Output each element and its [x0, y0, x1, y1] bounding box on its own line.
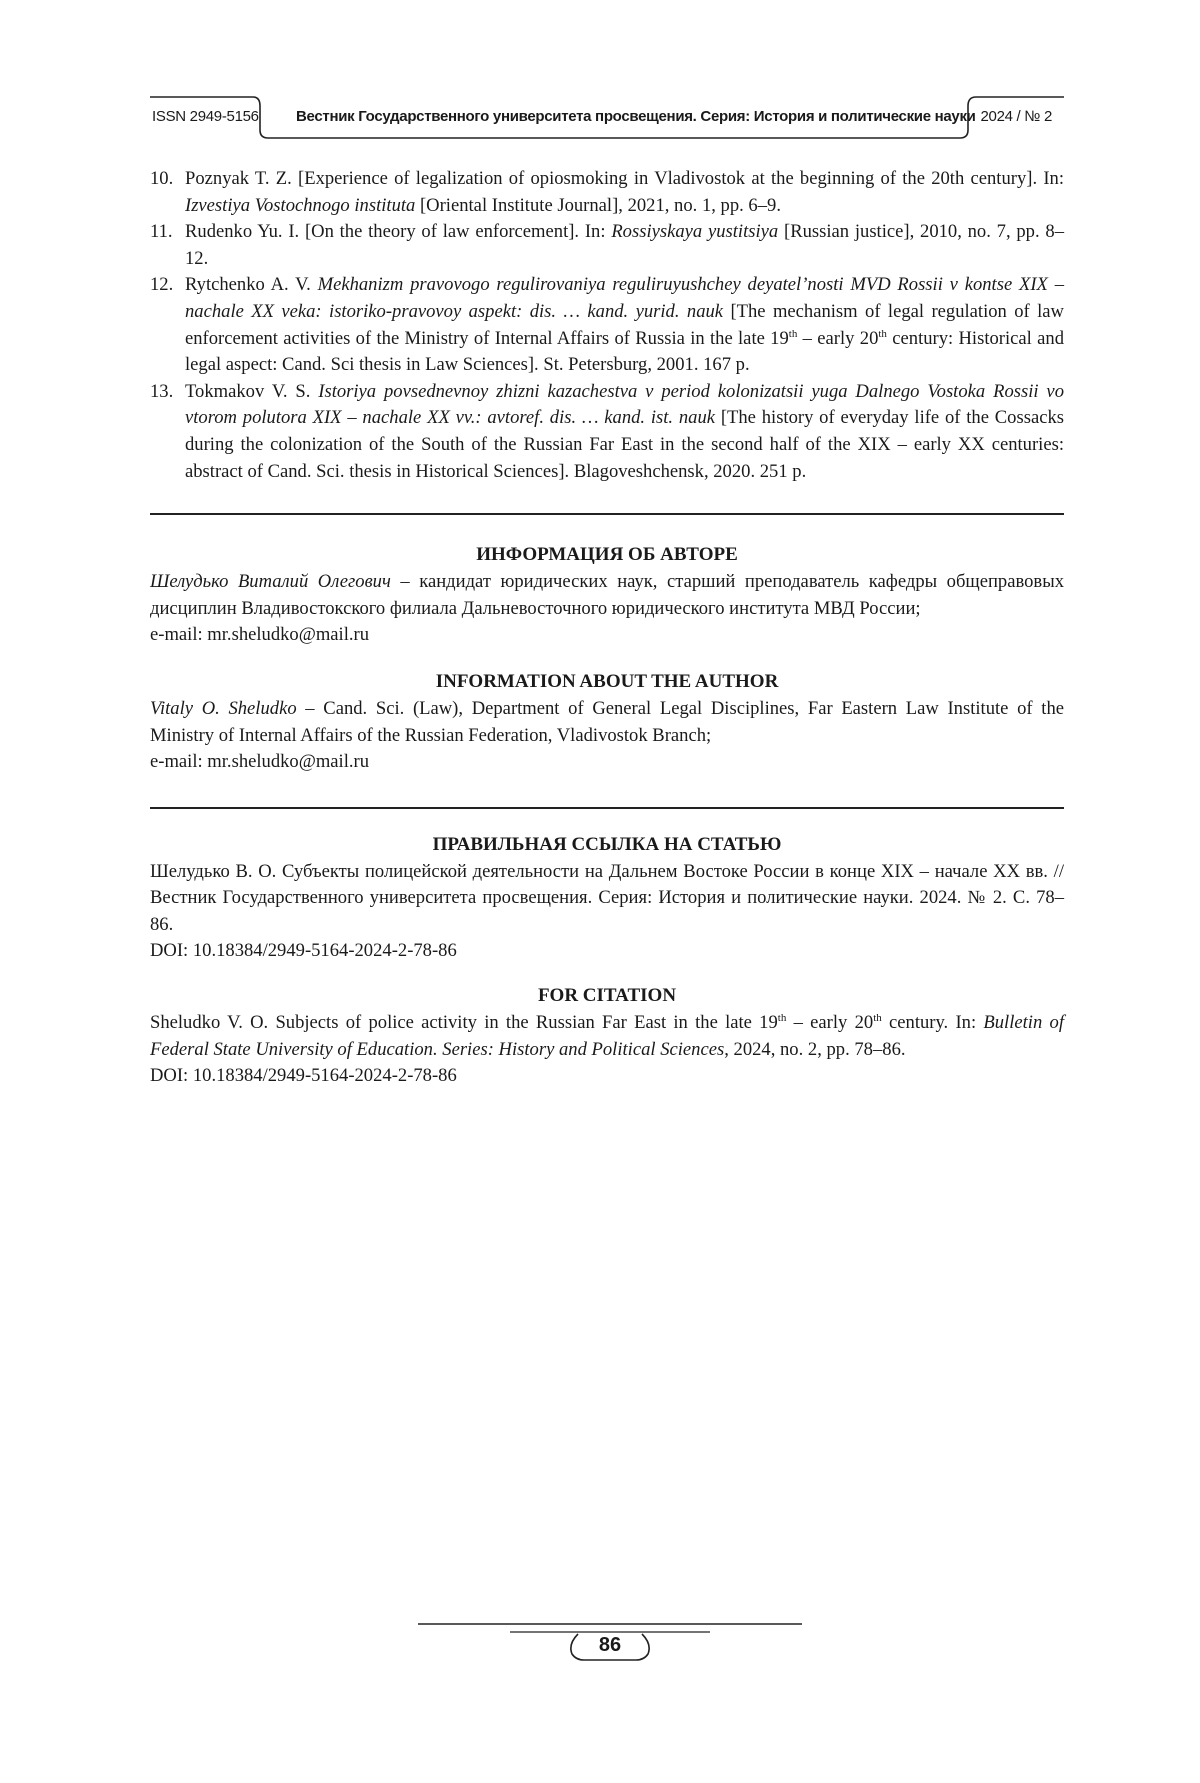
citation-part: , 2024, no. 2, pp. 78–86.: [724, 1038, 906, 1060]
section-divider: [150, 807, 1064, 809]
reference-text: – early 20: [797, 327, 879, 349]
citation-part: – early 20: [786, 1012, 874, 1034]
citation-heading-en: FOR CITATION: [537, 985, 677, 1007]
page-number: 86: [598, 1634, 622, 1656]
author-name-ru: Шелудько Виталий Олегович: [150, 571, 391, 593]
citation-doi-ru[interactable]: DOI: 10.18384/2949-5164-2024-2-78-86: [150, 940, 457, 962]
citation-text-ru: Шелудько В. О. Субъекты полицейской деятельности на Дальнем Востоке России в конце XIX – начале XX вв. // Вестник Государственного университета просвещения. Серия: История и политические науки. 2024. № 2. С. 78–86.: [150, 860, 1064, 935]
author-email-en[interactable]: e-mail: mr.sheludko@mail.ru: [150, 751, 370, 773]
author-info-ru: [150, 569, 1064, 622]
reference-text: [The mechanism of legal regulation of law enforcement activities of the Ministry of Internal Affairs of Russia in the late 19: [185, 300, 1064, 349]
reference-text: th: [878, 327, 887, 340]
issue-number: 2024 / № 2: [980, 108, 1052, 125]
reference-item: [150, 272, 1064, 378]
reference-text: Rytchenko A. V.: [185, 274, 318, 296]
reference-text: Tokmakov V. S.: [185, 380, 319, 402]
reference-text: [Oriental Institute Journal], 2021, no. 1, pp. 6–9.: [415, 194, 781, 216]
reference-text: [Russian justice], 2010, no. 7, pp. 8–12.: [185, 221, 1065, 269]
running-header: [150, 96, 1064, 140]
reference-number: 12.: [150, 274, 174, 296]
reference-number: 10.: [150, 168, 174, 189]
reference-title: Mekhanizm pravovogo regulirovaniya reguliruyushchey deyatel’nosti MVD Rossii v kontse XIX – nachale XX veka: istoriko-pravovoy aspekt: dis. … kand. yurid. nauk: [185, 274, 1064, 322]
reference-title: Rossiyskaya yustitsiya: [611, 221, 779, 243]
author-email-ru[interactable]: e-mail: mr.sheludko@mail.ru: [150, 624, 370, 646]
reference-item: [150, 166, 1064, 219]
reference-text: century: Historical and legal aspect: Cand. Sci thesis in Law Sciences]. St. Petersburg, 2001. 167 p.: [185, 327, 1064, 376]
author-description-en: – Cand. Sci. (Law), Department of General Legal Disciplines, Far Eastern Law Institute of the Ministry of Internal Affairs of the Russian Federation, Vladivostok Branch;: [150, 697, 1064, 746]
citation-sup: th: [777, 1012, 787, 1025]
reference-title: Izvestiya Vostochnogo instituta: [185, 194, 416, 216]
reference-text: Poznyak T. Z. [Experience of legalization of opiosmoking in Vladivostok at the beginning of the 20th century]. In:: [185, 168, 1064, 189]
reference-item: [150, 379, 1064, 485]
page-footer: [418, 1620, 802, 1680]
citation-part: century. In:: [881, 1012, 984, 1034]
references-list: [150, 166, 1064, 485]
reference-text: th: [788, 327, 798, 340]
journal-title: Вестник Государственного университета просвещения. Серия: История и политические науки: [296, 108, 976, 125]
citation-text-en: [150, 1010, 1064, 1063]
reference-text: [The history of everyday life of the Cossacks during the colonization of the South of the Russian Far East in the second half of the XIX – early XX centuries: abstract of Cand. Sci. thesis in Historical Sciences]. Blagoveshchensk, 2020. 251 p.: [185, 407, 1064, 482]
reference-title: Istoriya povsednevnoy zhizni kazachestva v period kolonizatsii yuga Dalnego Vostoka Rossii vo vtorom polutora XIX – nachale XX vv.: avtoref. dis. … kand. ist. nauk: [185, 380, 1064, 429]
citation-part: Sheludko V. O. Subjects of police activity in the Russian Far East in the late 19: [150, 1012, 778, 1034]
author-description-ru: – кандидат юридических наук, старший преподаватель кафедры общеправовых дисциплин Владивостокского филиала Дальневосточного юридического института МВД России;: [150, 571, 1064, 619]
author-info-en: [150, 696, 1064, 749]
issn: ISSN 2949-5156: [152, 108, 259, 125]
citation-sup: th: [873, 1012, 882, 1025]
reference-number: 11.: [150, 221, 173, 243]
author-name-en: Vitaly O. Sheludko: [150, 697, 297, 719]
author-info-heading-en: INFORMATION ABOUT THE AUTHOR: [435, 670, 779, 692]
reference-text: Rudenko Yu. I. [On the theory of law enforcement]. In:: [185, 221, 612, 243]
citation-doi-en[interactable]: DOI: 10.18384/2949-5164-2024-2-78-86: [150, 1065, 457, 1087]
reference-item: [150, 219, 1064, 272]
author-info-heading-ru: ИНФОРМАЦИЯ ОБ АВТОРЕ: [476, 544, 738, 566]
citation-heading-ru: ПРАВИЛЬНАЯ ССЫЛКА НА СТАТЬЮ: [432, 833, 782, 855]
reference-number: 13.: [150, 380, 174, 402]
section-divider: [150, 513, 1064, 515]
page-content: [150, 166, 1064, 1090]
citation-journal: Bulletin of Federal State University of Education. Series: History and Political Sciences: [150, 1012, 1064, 1060]
